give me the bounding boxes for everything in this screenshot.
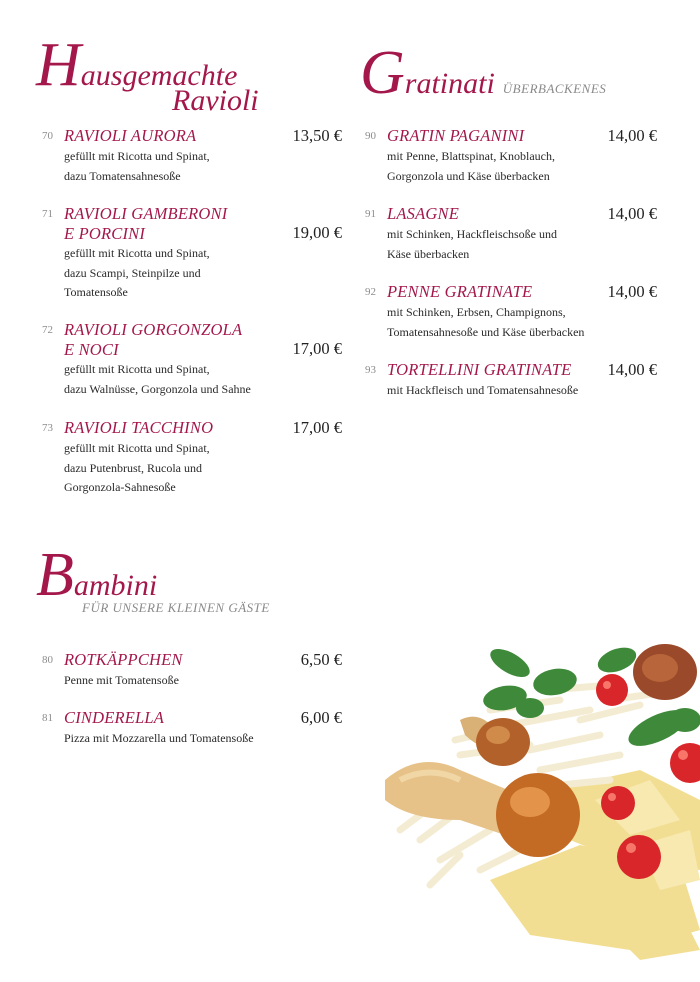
item-number: 81 [42,712,53,724]
item-name: CINDERELLA [64,708,165,727]
item-desc-line: Gorgonzola-Sahnesoße [64,480,176,494]
item-name-line2: E NOCI [64,340,119,359]
item-number: 93 [365,364,376,376]
item-desc-line: Penne mit Tomatensoße [64,673,179,687]
title-word: ambini [73,569,158,602]
section-title-bambini [36,541,158,609]
title-initial: H [36,31,81,99]
item-desc-line: Tomatensoße [64,285,128,299]
item-desc-line: mit Penne, Blattspinat, Knoblauch, [387,149,555,163]
item-desc-line: dazu Tomatensahnesoße [64,168,181,183]
item-price: 6,50 € [300,650,342,669]
item-name: TORTELLINI GRATINATE [387,360,572,379]
item-number: 70 [42,130,53,142]
menu-item [42,418,342,498]
item-price: 19,00 € [292,223,342,242]
item-name: RAVIOLI TACCHINO [64,418,214,437]
item-number: 71 [42,208,53,220]
item-desc-line: Pizza mit Mozzarella und Tomatensoße [64,731,254,745]
item-desc-line: Tomatensahnesoße und Käse überbacken [387,324,585,339]
item-number: 80 [42,654,53,666]
item-name: LASAGNE [387,204,459,223]
menu-item [365,282,657,342]
item-number: 72 [42,324,53,336]
menu-item [365,126,657,186]
item-desc-line: Käse überbacken [387,246,470,261]
item-number: 92 [365,286,376,298]
menu-item [42,650,342,692]
item-name: ROTKÄPPCHEN [64,650,183,669]
item-desc-line: Gorgonzola und Käse überbacken [387,168,550,183]
section-subtitle: FÜR UNSERE KLEINEN GÄSTE [82,600,270,615]
menu-item [365,360,657,402]
section-subtitle: ÜBERBACKENES [502,81,607,96]
item-desc-line: mit Schinken, Erbsen, Champignons, [387,305,566,319]
menu-item [42,126,342,186]
section-title-ravioli-line2: Ravioli [172,84,259,117]
item-name: PENNE GRATINATE [387,282,533,301]
item-name: RAVIOLI GAMBERONI [64,204,228,223]
item-price: 13,50 € [292,126,342,145]
menu-item [42,320,342,400]
item-price: 14,00 € [607,126,657,145]
item-name: RAVIOLI AURORA [64,126,197,145]
item-desc-line: dazu Walnüsse, Gorgonzola und Sahne [64,381,251,396]
title-word: ratinati [404,67,495,100]
item-name-line2: E PORCINI [64,224,146,243]
item-desc-line: gefüllt mit Ricotta und Spinat, [64,362,210,376]
title-initial: B [36,541,74,609]
menu-item [365,204,657,264]
item-price: 17,00 € [292,418,342,437]
menu-item [42,204,342,304]
section-title-gratinati [360,39,607,107]
item-number: 90 [365,130,376,142]
item-desc-line: dazu Putenbrust, Rucola und [64,460,202,475]
item-name: RAVIOLI GORGONZOLA [64,320,243,339]
menu-item [42,708,342,750]
item-price: 14,00 € [607,282,657,301]
item-name: GRATIN PAGANINI [387,126,525,145]
item-number: 73 [42,422,53,434]
item-price: 14,00 € [607,204,657,223]
title-initial: G [360,39,405,107]
item-desc-line: mit Schinken, Hackfleischsoße und [387,227,557,241]
item-desc-line: gefüllt mit Ricotta und Spinat, [64,149,210,163]
item-desc-line: gefüllt mit Ricotta und Spinat, [64,246,210,260]
item-price: 14,00 € [607,360,657,379]
title-word: ausgemachte [80,59,238,92]
item-desc-line: gefüllt mit Ricotta und Spinat, [64,441,210,455]
item-price: 6,00 € [300,708,342,727]
item-desc-line: dazu Scampi, Steinpilze und [64,265,201,280]
item-number: 91 [365,208,376,220]
food-photo [380,630,700,960]
item-desc-line: mit Hackfleisch und Tomatensahnesoße [387,383,579,397]
item-price: 17,00 € [292,339,342,358]
